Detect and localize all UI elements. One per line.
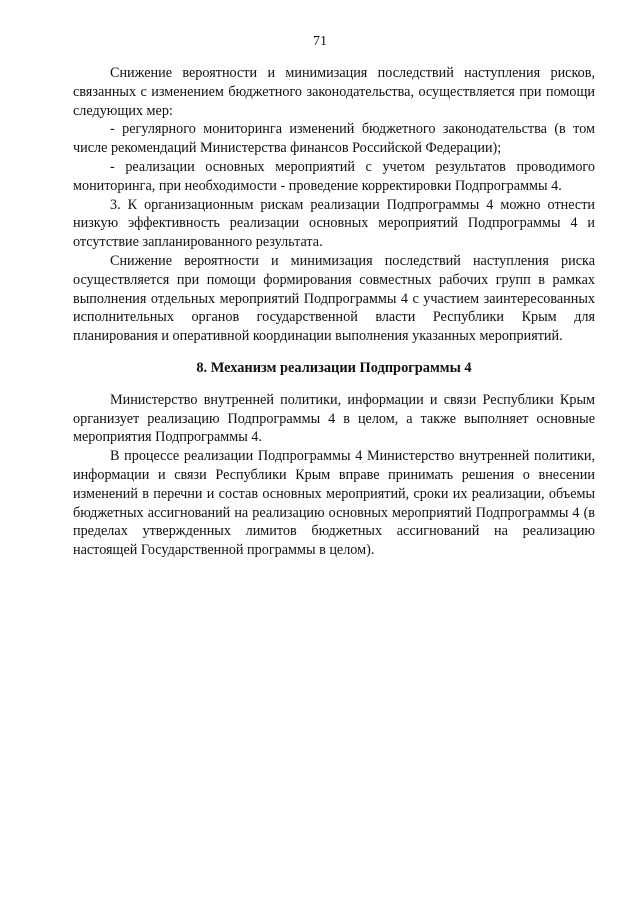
page-number: 71 xyxy=(313,34,327,49)
section-heading: 8. Механизм реализации Подпрограммы 4 xyxy=(196,359,472,376)
paragraph-risk-mitigation-intro: Снижение вероятности и минимизация последствий наступления рисков, связанных с изменением бюджетного законодательства, осуществляется при помощи следующих мер: xyxy=(73,65,595,119)
list-item-monitoring: - регулярного мониторинга изменений бюджетного законодательства (в том числе рекомендаций Министерства финансов Российской Федерации); xyxy=(73,121,595,157)
paragraph-organizational-risks: 3. К организационным рискам реализации Подпрограммы 4 можно отнести низкую эффективность реализации основных мероприятий Подпрограммы 4 и отсутствие запланированного результата. xyxy=(73,196,595,251)
paragraph-ministry-decisions: В процессе реализации Подпрограммы 4 Министерство внутренней политики, информации и связи Республики Крым вправе принимать решения о внесении изменений в перечни и состав основных мероприятий, сроки их реализации, объемы бюджетных ассигнований на реализацию основных мероприятий Подпрограммы 4 (в пределах утвержденных лимитов бюджетных ассигнований на реализацию настоящей Государственной программы в целом). xyxy=(73,448,595,559)
list-item-implementation: - реализации основных мероприятий с учетом результатов проводимого мониторинга, при необходимости - проведение корректировки Подпрограммы 4. xyxy=(73,158,595,194)
paragraph-ministry-role: Министерство внутренней политики, информации и связи Республики Крым организует реализацию Подпрограммы 4 в целом, а также выполняет основные мероприятия Подпрограммы 4. xyxy=(73,391,595,446)
page-body xyxy=(73,64,595,560)
paragraph-working-groups: Снижение вероятности и минимизация последствий наступления риска осуществляется при помощи формирования совместных рабочих групп в рамках выполнения отдельных мероприятий Подпрограммы 4 с участием заинтересованных исполнительных органов государственной власти Республики Крым для планирования и оперативной координации выполнения указанных мероприятий. xyxy=(73,252,595,345)
